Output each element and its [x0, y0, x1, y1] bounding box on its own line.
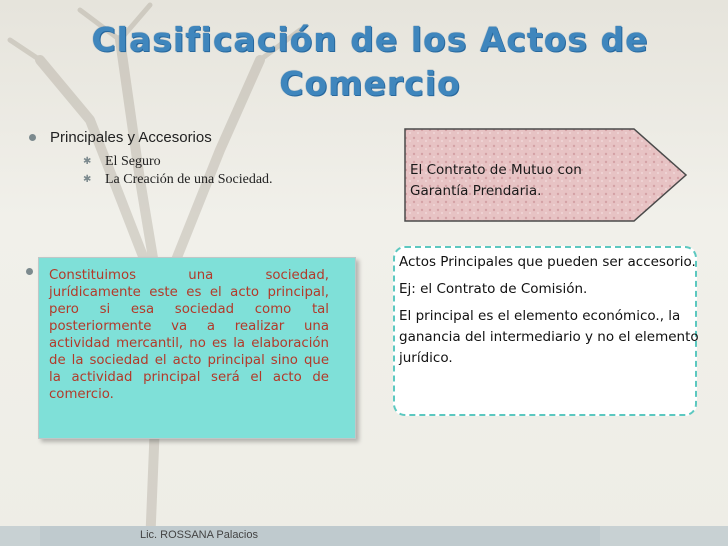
bullet-dot — [26, 268, 33, 275]
note-paragraph-2: Ej: el Contrato de Comisión. — [399, 281, 588, 297]
slide-title — [60, 18, 680, 106]
title-line-2: Comercio — [279, 64, 461, 103]
sub-bullet-label: El Seguro — [105, 154, 161, 169]
footer-author: Lic. ROSSANA Palacios — [140, 529, 258, 541]
list-item — [83, 153, 273, 171]
main-bullet-label: Principales y Accesorios — [50, 129, 212, 146]
star-bullet-icon: ✱ — [83, 156, 92, 167]
sub-bullet-label: La Creación de una Sociedad. — [105, 172, 273, 187]
footer-bar — [40, 526, 600, 546]
star-bullet-icon: ✱ — [83, 174, 92, 185]
arrow-box-text — [410, 160, 640, 202]
title-line-1: Clasificación de los Actos de — [91, 20, 649, 59]
bullet-dot — [29, 134, 36, 141]
sub-bullet-list — [83, 153, 273, 189]
note-paragraph-1: Actos Principales que pueden ser accesorio. — [399, 254, 696, 270]
note-text — [399, 252, 699, 375]
teal-box-text: Constituimos una sociedad, jurídicamente este es el acto principal, pero si esa sociedad como tal posteriormente va a realizar una actividad mercantil, no es la elaboración de la sociedad el acto principal sino que la actividad principal será el acto de comercio. — [49, 268, 329, 402]
arrow-text-line-1: El Contrato de Mutuo con — [410, 162, 582, 178]
arrow-text-line-2: Garantía Prendaria. — [410, 183, 542, 199]
note-paragraph-3: El principal es el elemento económico., la ganancia del intermediario y no el elemento jurídico. — [399, 308, 699, 366]
list-item — [83, 171, 273, 189]
